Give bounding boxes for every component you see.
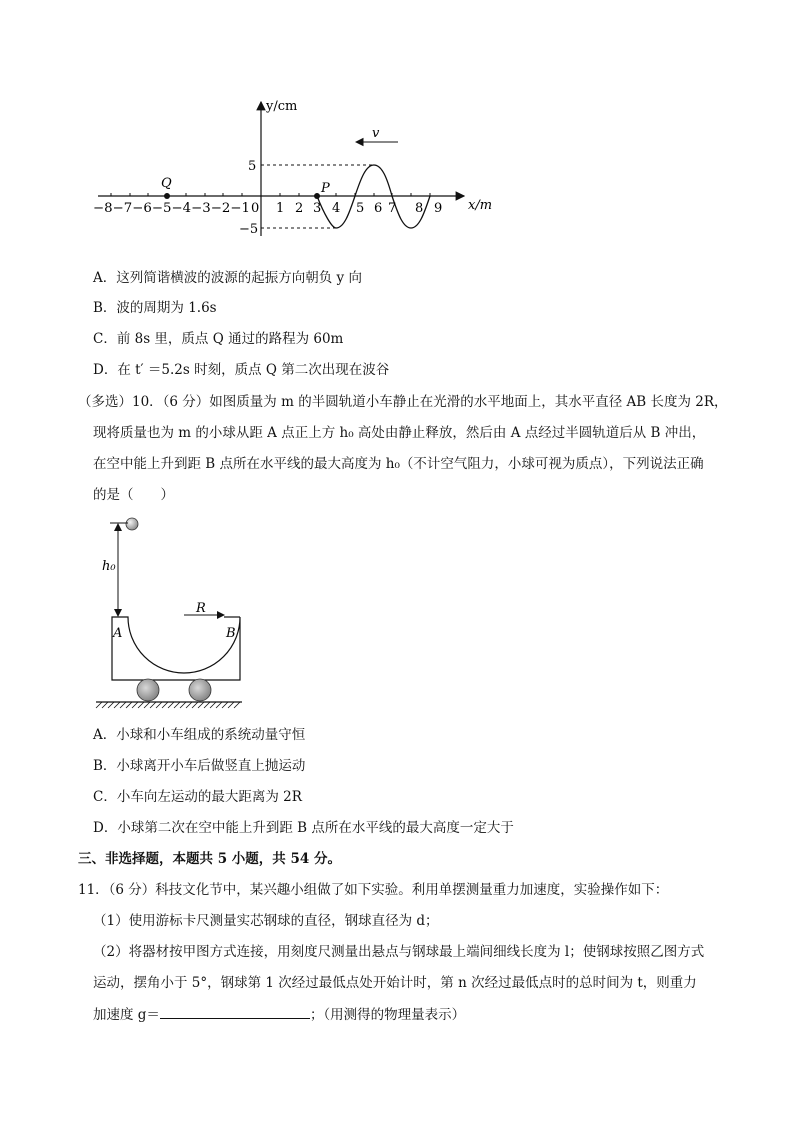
q11-step-1: （1）使用游标卡尺测量实芯钢球的直径，钢球直径为 d； (93, 913, 439, 929)
x-tick-4: 4 (332, 201, 341, 216)
x-tick-2: 2 (295, 201, 304, 216)
x-tick-6: 6 (374, 201, 383, 216)
y-axis-label: y/cm (266, 99, 298, 114)
q11-step-2-line-3 (93, 1004, 465, 1025)
x-ticks-positive (276, 201, 442, 216)
answer-blank[interactable] (160, 1004, 310, 1019)
q9-option-c: C．前 8s 里，质点 Q 通过的路程为 60m (93, 331, 344, 347)
wave-graph (88, 96, 498, 246)
q10-stem-line-4: 的是（ ） (93, 487, 174, 503)
ground-hatching (96, 702, 240, 708)
q11-step-2-line-2: 运动，摆角小于 5°，钢球第 1 次经过最低点处开始计时，第 n 次经过最低点时的总时间为 t，则重力 (93, 975, 697, 991)
q10-option-b: B．小球离开小车后做竖直上抛运动 (93, 758, 306, 774)
q10-option-a: A．小球和小车组成的系统动量守恒 (93, 727, 306, 743)
point-q-dot (164, 193, 170, 199)
height-label: h₀ (102, 559, 116, 574)
x-tick-1: 1 (276, 201, 285, 216)
y-tick-neg: −5 (239, 222, 259, 237)
q10-option-c: C．小车向左运动的最大距离为 2R (93, 789, 302, 805)
x-axis-label: x/m (468, 198, 493, 213)
cart-body (112, 617, 240, 680)
section-3-heading: 三、非选择题，本题共 5 小题，共 54 分。 (78, 851, 341, 867)
y-tick-pos: 5 (248, 159, 257, 174)
x-tick-8: 8 (415, 201, 424, 216)
wheel-right (189, 679, 211, 701)
q9-option-d: D．在 t′ ＝5.2s 时刻，质点 Q 第二次出现在波谷 (93, 362, 390, 378)
q9-option-a: A．这列简谐横波的波源的起振方向朝负 y 向 (93, 270, 362, 286)
wheel-left (137, 679, 159, 701)
q11-stem: 11．（6 分）科技文化节中，某兴趣小组做了如下实验。利用单摆测量重力加速度，实验操作如下： (78, 882, 669, 898)
x-tick-7: 7 (388, 201, 397, 216)
point-b-label: B (226, 626, 236, 641)
x-tick-9: 9 (434, 201, 443, 216)
q11-step-2-line-1: （2）将器材按甲图方式连接，用刻度尺测量出悬点与钢球最上端间细线长度为 l；使钢球按照乙图方式 (93, 944, 705, 960)
q11-answer-suffix: ；（用测得的物理量表示） (309, 1007, 466, 1023)
origin-label: 0 (251, 201, 260, 216)
q10-stem-line-1: （多选）10．（6 分）如图质量为 m 的半圆轨道小车静止在光滑的水平地面上，其水平直径 AB 长度为 2R， (78, 394, 728, 410)
q10-option-d: D．小球第二次在空中能上升到距 B 点所在水平线的最大高度一定大于 (93, 820, 514, 836)
q10-stem-line-2: 现将质量也为 m 的小球从距 A 点正上方 h₀ 高处由静止释放，然后由 A 点经过半圆轨道后从 B 冲出， (93, 425, 706, 441)
velocity-label: v (372, 126, 380, 141)
point-a-label: A (113, 626, 123, 641)
q11-answer-prefix: 加速度 g＝ (93, 1007, 160, 1023)
radius-label: R (196, 601, 206, 616)
ball (126, 518, 138, 530)
q10-stem-line-3: 在空中能上升到距 B 点所在水平线的最大高度为 h₀（不计空气阻力，小球可视为质点），下列说法正确 (93, 456, 704, 472)
cart-figure (92, 512, 252, 712)
x-tick-5: 5 (356, 201, 365, 216)
q9-option-b: B．波的周期为 1.6s (93, 300, 217, 316)
x-ticks-negative: −8−7−6−5−4−3−2−1 (93, 201, 250, 216)
point-q-label: Q (161, 176, 172, 191)
point-p-label: P (321, 181, 330, 196)
x-tick-3: 3 (313, 201, 322, 216)
point-p-dot (314, 193, 320, 199)
